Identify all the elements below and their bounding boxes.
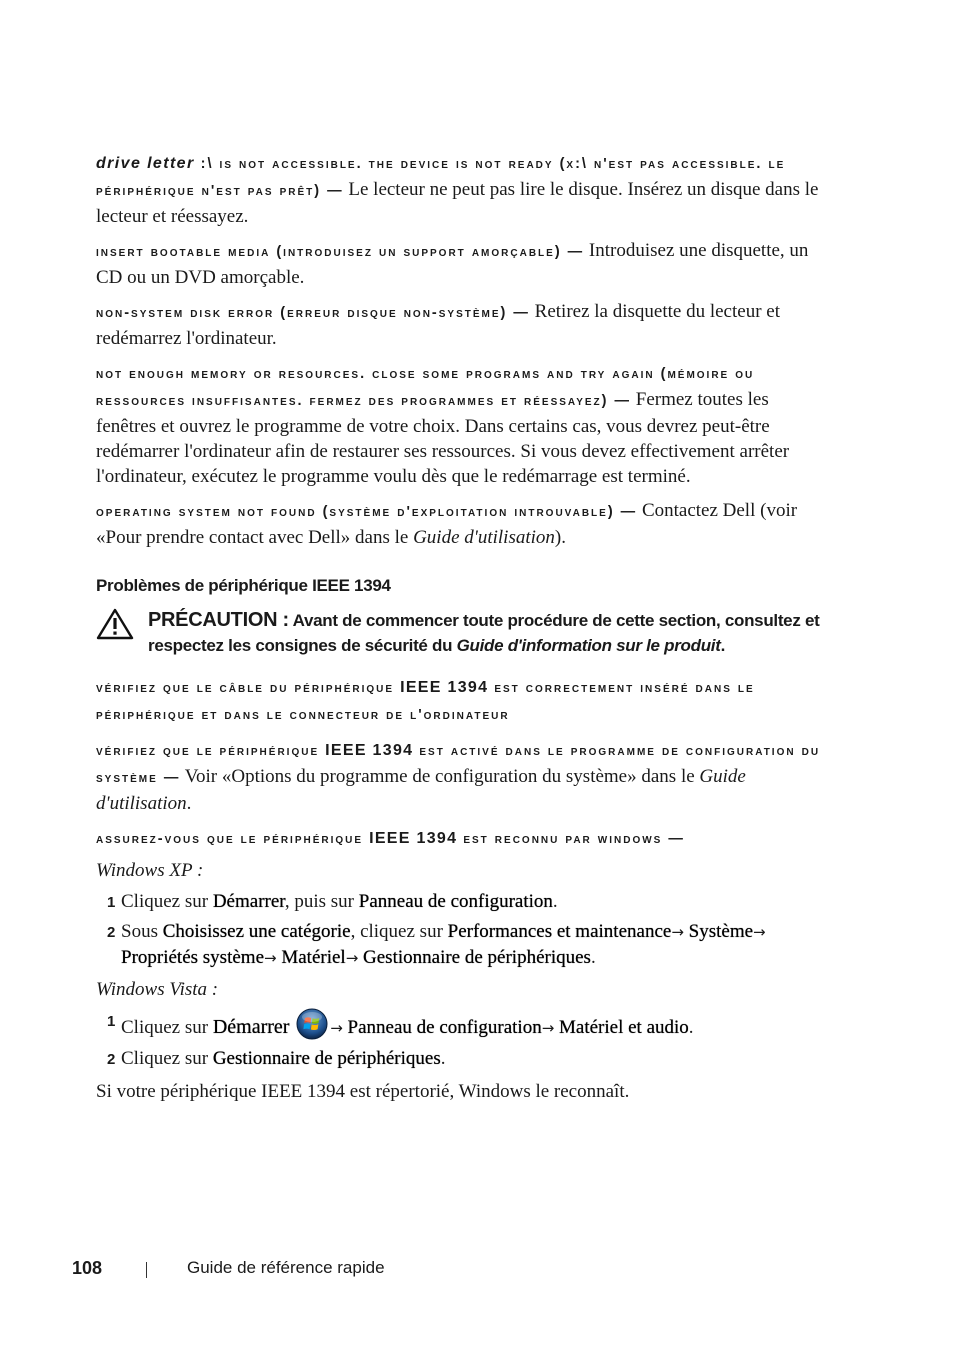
entry-body-end: ). <box>554 527 566 548</box>
page-footer <box>0 1258 954 1282</box>
caution-text: Avant de commencer toute procédure de cette section, consultez et respectez les consignes de sécurité du <box>148 611 820 655</box>
label-colon: : <box>207 979 219 1000</box>
menu-item-start: Démarrer <box>212 1016 290 1038</box>
caution-notice <box>96 608 826 658</box>
check-title-b: est reconnu par windows — <box>457 831 685 847</box>
windows-start-orb-icon <box>296 1008 328 1040</box>
arrow-right-icon: → <box>671 923 684 941</box>
check-ieee: IEEE 1394 <box>325 742 414 759</box>
closing-paragraph: Si votre périphérique IEEE 1394 est répertorié, Windows le reconnaît. <box>96 1081 630 1102</box>
step-text: . <box>440 1048 446 1069</box>
error-entry-drive-not-accessible <box>96 150 826 229</box>
step-text: , puis sur <box>284 891 359 912</box>
step-text: Sous <box>121 921 163 942</box>
arrow-right-icon: → <box>330 1019 343 1037</box>
check-recognized <box>96 825 826 852</box>
menu-item-control-panel: Panneau de configuration <box>358 891 553 912</box>
step-text: . <box>590 947 596 968</box>
step-number: 2 <box>107 1051 116 1068</box>
footer-title: Guide de référence rapide <box>187 1258 385 1277</box>
list-item <box>96 1046 826 1071</box>
page-content <box>96 150 826 1123</box>
menu-item-system: Système <box>683 921 754 942</box>
warning-triangle-icon <box>96 608 134 640</box>
label-colon: : <box>192 860 204 881</box>
check-enabled <box>96 737 826 816</box>
menu-item-device-manager: Gestionnaire de périphériques <box>212 1048 441 1069</box>
check-title-b: est activé dans le programme de configuration du système — <box>96 743 821 786</box>
entry-title: non-system disk error (erreur disque non-système) — <box>96 305 530 321</box>
step-text: . <box>688 1017 694 1038</box>
windows-xp-steps <box>96 889 826 971</box>
caution-guide: Guide d'information sur le produit <box>456 636 721 655</box>
step-text: Cliquez sur <box>121 891 213 912</box>
list-item <box>96 1008 826 1041</box>
check-ieee: IEEE 1394 <box>400 679 489 696</box>
menu-item-hardware: Matériel <box>276 947 346 968</box>
step-text: Cliquez sur <box>121 1048 213 1069</box>
error-entry-not-enough-memory <box>96 360 826 489</box>
check-ieee: IEEE 1394 <box>369 830 458 847</box>
entry-body: Fermez toutes les fenêtres et ouvrez le programme de votre choix. Dans certains cas, vous devrez peut-être redémarrer l'ordinateur afin de restaurer ses ressources. Si vous devez effectivement arrêter l'ordinateur, exécutez le programme voulu dès que le redémarrage est terminé. <box>96 389 790 487</box>
page-number: 108 <box>72 1258 103 1278</box>
step-text: , cliquez sur <box>350 921 448 942</box>
menu-item-control-panel: Panneau de configuration <box>342 1017 542 1038</box>
menu-item-performance: Performances et maintenance <box>447 921 672 942</box>
list-item <box>96 919 826 971</box>
section-heading: Problèmes de périphérique IEEE 1394 <box>96 576 391 595</box>
windows-vista-label <box>96 977 826 1002</box>
menu-item-start: Démarrer <box>212 891 285 912</box>
check-title-a: vérifiez que le câble du périphérique <box>96 680 401 696</box>
check-title-a: vérifiez que le périphérique <box>96 743 326 759</box>
entry-body: Introduisez une disquette, un CD ou un DVD amorçable. <box>96 240 809 288</box>
entry-body: Retirez la disquette du lecteur et redémarrez l'ordinateur. <box>96 301 780 349</box>
check-body-guide: Guide d'utilisation <box>96 766 746 814</box>
windows-xp-text: Windows XP <box>96 860 193 881</box>
step-text: Cliquez sur <box>121 1017 213 1038</box>
entry-title: :\ is not accessible. the device is not ready (x:\ n'est pas accessible. le périphérique n'est pas prêt) — <box>96 156 786 199</box>
entry-body: Le lecteur ne peut pas lire le disque. Insérez un disque dans le lecteur et réessayez. <box>96 179 819 227</box>
list-item <box>96 889 826 914</box>
arrow-right-icon: → <box>345 949 359 967</box>
entry-title: insert bootable media (introduisez un support amorçable) — <box>96 244 585 260</box>
menu-item-category: Choisissez une catégorie <box>162 921 351 942</box>
arrow-right-icon: → <box>753 923 766 941</box>
step-text: . <box>552 891 558 912</box>
entry-body-guide: Guide d'utilisation <box>413 527 555 548</box>
windows-xp-label <box>96 858 826 883</box>
error-entry-insert-bootable-media <box>96 238 826 290</box>
step-number: 1 <box>107 894 116 911</box>
caution-label: PRÉCAUTION : <box>148 609 289 631</box>
error-entry-non-system-disk <box>96 299 826 351</box>
windows-vista-text: Windows Vista <box>96 979 208 1000</box>
check-title-b: est correctement inséré dans le périphérique et dans le connecteur de l'ordinateur <box>96 680 755 723</box>
menu-item-hardware-audio: Matériel et audio <box>554 1017 689 1038</box>
footer-divider <box>146 1262 147 1278</box>
arrow-right-icon: → <box>541 1019 555 1037</box>
menu-item-device-manager: Gestionnaire de périphériques <box>358 947 591 968</box>
entry-title: not enough memory or resources. close some programs and try again (mémoire ou ressources insuffisantes. fermez des programmes et réessayez) — <box>96 366 755 409</box>
entry-title: operating system not found (système d'exploitation introuvable) — <box>96 504 638 520</box>
error-entry-os-not-found <box>96 498 826 550</box>
menu-item-system-properties: Propriétés système <box>121 947 265 968</box>
check-cable <box>96 674 826 728</box>
entry-prefix: drive letter <box>96 155 195 172</box>
windows-vista-steps <box>96 1008 826 1071</box>
caution-end: . <box>720 636 725 655</box>
check-body: Voir «Options du programme de configuration du système» dans le <box>180 766 700 787</box>
check-title-a: assurez-vous que le périphérique <box>96 831 370 847</box>
entry-body: Contactez Dell (voir «Pour prendre contact avec Dell» dans le <box>96 500 798 548</box>
step-number: 1 <box>107 1013 116 1030</box>
arrow-right-icon: → <box>264 949 277 967</box>
step-number: 2 <box>107 924 116 941</box>
check-body-end: . <box>186 793 192 814</box>
